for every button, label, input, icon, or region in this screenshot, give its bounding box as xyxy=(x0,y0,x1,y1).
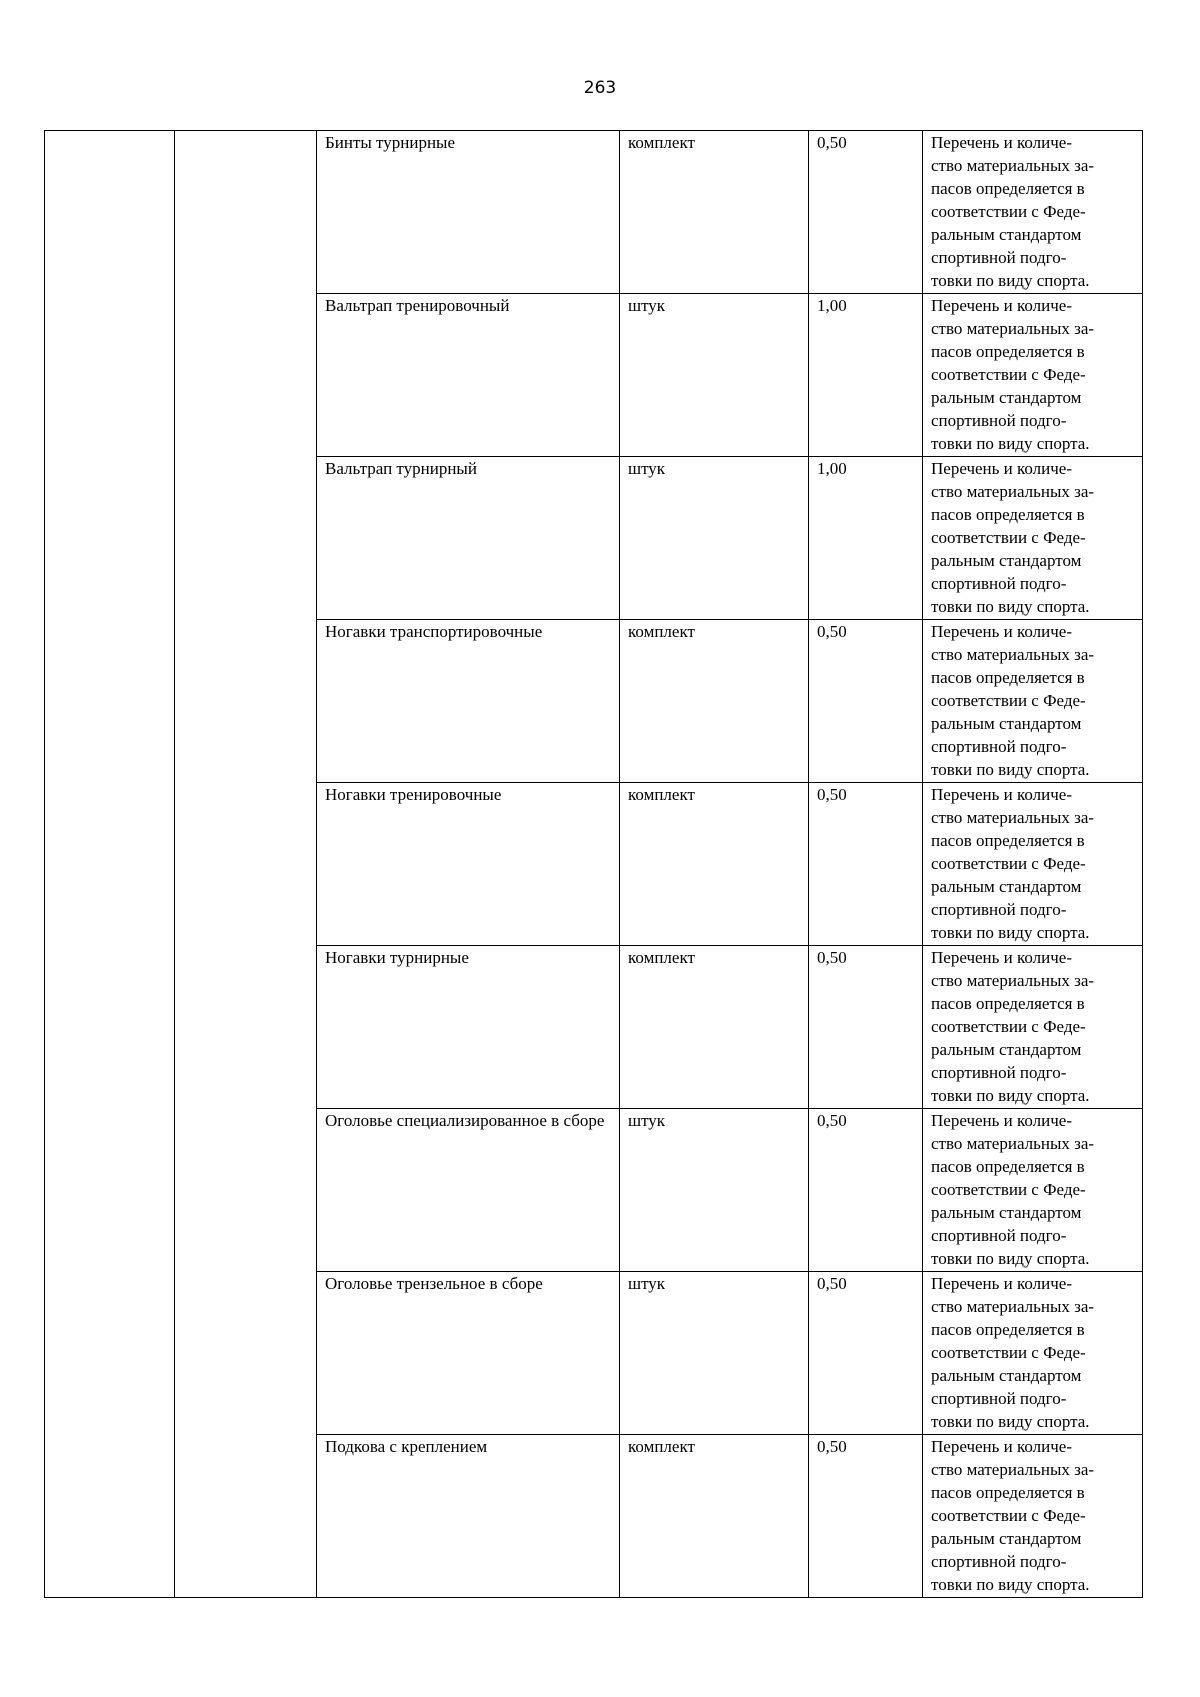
item-unit: штук xyxy=(620,457,809,620)
item-quantity: 1,00 xyxy=(809,294,923,457)
item-quantity: 0,50 xyxy=(809,783,923,946)
item-name: Оголовье специализированное в сборе xyxy=(317,1109,620,1272)
merged-cell-col1 xyxy=(45,131,175,1598)
item-quantity: 0,50 xyxy=(809,620,923,783)
item-name: Оголовье трензельное в сборе xyxy=(317,1272,620,1435)
item-name: Ногавки тренировочные xyxy=(317,783,620,946)
item-note: Перечень и количе- ство материальных за- пасов определяется в соответствии с Феде- ральным стандартом спортивной подго- товки по виду спорта. xyxy=(923,783,1143,946)
item-quantity: 0,50 xyxy=(809,946,923,1109)
page-number: 263 xyxy=(583,78,617,98)
item-quantity: 0,50 xyxy=(809,1272,923,1435)
item-quantity: 1,00 xyxy=(809,457,923,620)
item-name: Подкова с креплением xyxy=(317,1435,620,1598)
item-note: Перечень и количе- ство материальных за- пасов определяется в соответствии с Феде- ральным стандартом спортивной подго- товки по виду спорта. xyxy=(923,294,1143,457)
item-note: Перечень и количе- ство материальных за- пасов определяется в соответствии с Феде- ральным стандартом спортивной подго- товки по виду спорта. xyxy=(923,1435,1143,1598)
item-note: Перечень и количе- ство материальных за- пасов определяется в соответствии с Феде- ральным стандартом спортивной подго- товки по виду спорта. xyxy=(923,131,1143,294)
item-note: Перечень и количе- ство материальных за- пасов определяется в соответствии с Феде- ральным стандартом спортивной подго- товки по виду спорта. xyxy=(923,620,1143,783)
item-unit: штук xyxy=(620,1272,809,1435)
item-unit: комплект xyxy=(620,783,809,946)
item-note: Перечень и количе- ство материальных за- пасов определяется в соответствии с Феде- ральным стандартом спортивной подго- товки по виду спорта. xyxy=(923,1272,1143,1435)
equipment-table xyxy=(44,130,1143,1598)
item-name: Ногавки транспортировочные xyxy=(317,620,620,783)
item-unit: комплект xyxy=(620,131,809,294)
item-unit: комплект xyxy=(620,946,809,1109)
item-unit: комплект xyxy=(620,620,809,783)
item-unit: штук xyxy=(620,294,809,457)
item-note: Перечень и количе- ство материальных за- пасов определяется в соответствии с Феде- ральным стандартом спортивной подго- товки по виду спорта. xyxy=(923,1109,1143,1272)
merged-cell-col2 xyxy=(175,131,317,1598)
item-quantity: 0,50 xyxy=(809,131,923,294)
item-note: Перечень и количе- ство материальных за- пасов определяется в соответствии с Феде- ральным стандартом спортивной подго- товки по виду спорта. xyxy=(923,946,1143,1109)
item-name: Бинты турнирные xyxy=(317,131,620,294)
item-unit: штук xyxy=(620,1109,809,1272)
table-row xyxy=(45,131,1143,294)
item-quantity: 0,50 xyxy=(809,1435,923,1598)
item-unit: комплект xyxy=(620,1435,809,1598)
item-note: Перечень и количе- ство материальных за- пасов определяется в соответствии с Феде- ральным стандартом спортивной подго- товки по виду спорта. xyxy=(923,457,1143,620)
item-quantity: 0,50 xyxy=(809,1109,923,1272)
item-name: Вальтрап турнирный xyxy=(317,457,620,620)
item-name: Вальтрап тренировочный xyxy=(317,294,620,457)
item-name: Ногавки турнирные xyxy=(317,946,620,1109)
